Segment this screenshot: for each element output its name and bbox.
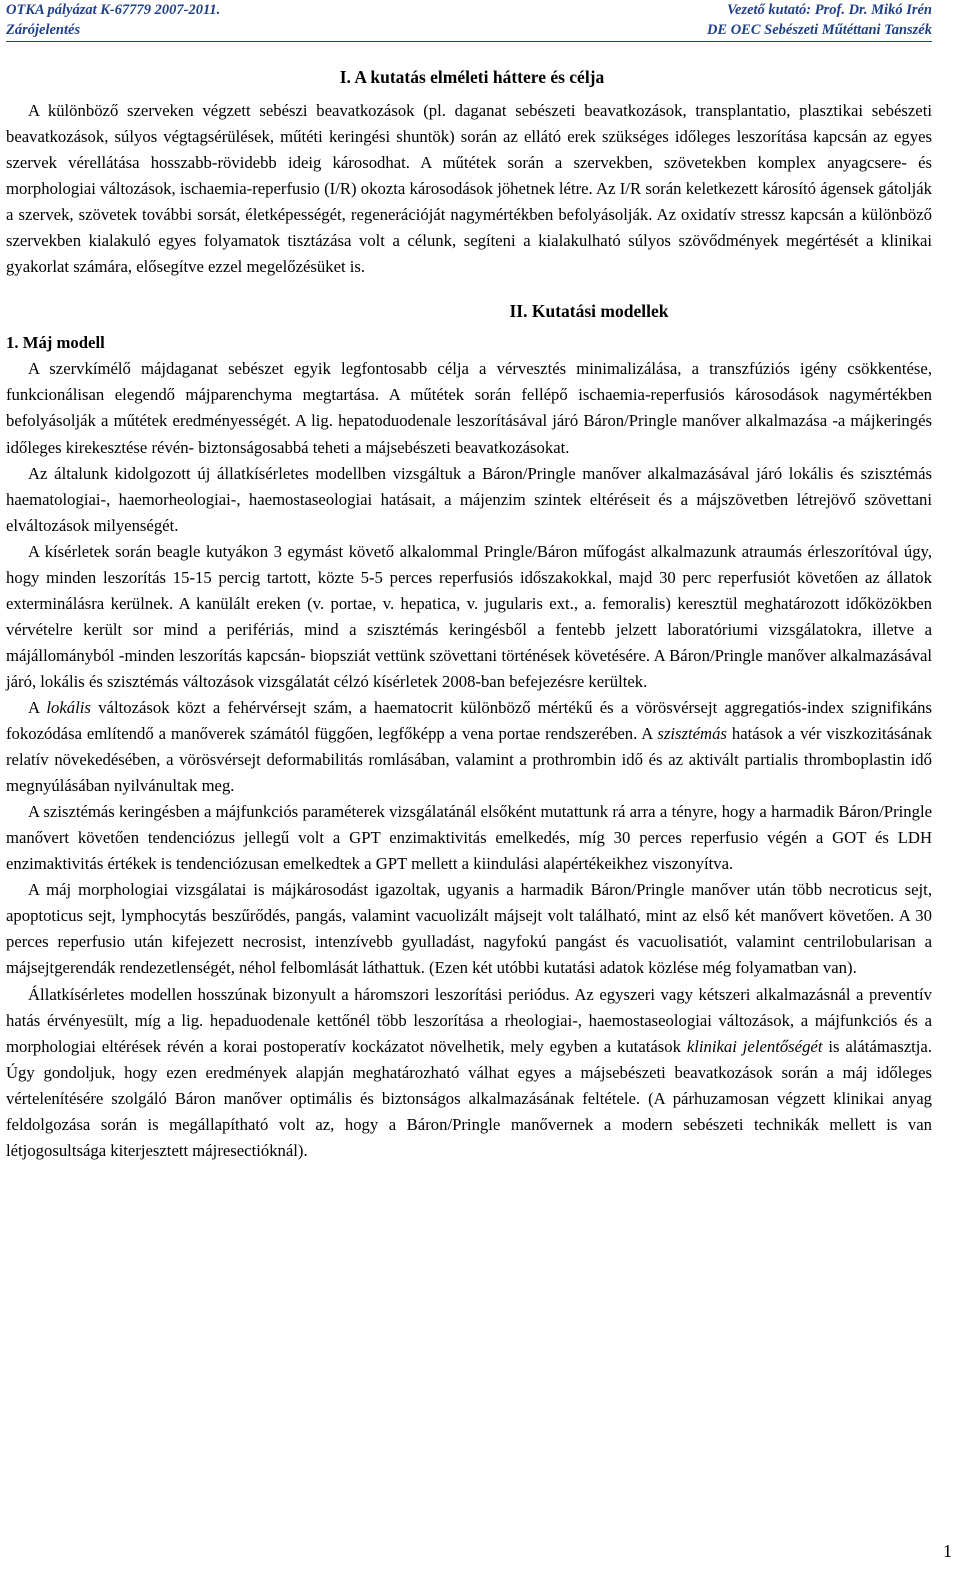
emphasis-systemic: szisztémás	[657, 724, 727, 744]
paragraph-local-systemic-changes: A lokális változások közt a fehérvérsejt szám, a haematocrit különböző mértékű és a vörösvérsejt aggregatiós-index szignifikáns fokozódása említendő a manőverek számától függően, legfőképp a vena portae rendszerében. A szisztémás hatások a vér viszkozitásának relatív növekedésében, a vörösvérsejt deformabilitás romlásában, valamint a prothrombin idő és az aktivált partialis thromboplastin idő megnyúlásában nyilvánultak meg.	[6, 697, 932, 796]
subsection-title-liver-model: 1. Máj modell	[6, 333, 105, 353]
section-title-background: I. A kutatás elméleti háttere és célja	[339, 67, 605, 87]
paragraph-background: A különböző szerveken végzett sebészi beavatkozások (pl. daganat sebészeti beavatkozások, transplantatio, plasztikai sebészeti beavatkozások, súlyos végtagsérülések, műtéti keringési shuntök) során az ellátó erek szükséges időleges leszorítása kapcsán az egyes szervek vérellátása hosszabb-rövidebb ideig károsodhat. A műtétek során a szervekben, szövetekben komplex anyagcsere- és morphologiai változások, ischaemia-reperfusio (I/R) okozta károsodások jöhetnek létre. Az I/R során keletkezett károsító ágensek gátolják a szervek, szövetek további sorsát, életképességét, regenerációját nagymértékben befolyásolják. Az oxidatív stressz kapcsán a különböző szervekben kialakuló egyes folyamatok tisztázása volt a célunk, segíteni a kialakulható súlyos szövődmények megértését a klinikai gyakorlat számára, elősegítve ezzel megelőzésüket is.	[6, 101, 932, 277]
header-department: DE OEC Sebészeti Műtéttani Tanszék	[706, 22, 932, 38]
header-left	[6, 0, 220, 40]
paragraph-animal-model: Az általunk kidolgozott új állatkísérletes modellben vizsgáltuk a Báron/Pringle manőver alkalmazásával járó lokális és szisztémás haematologiai-, haemorheologiai-, haemostaseologiai hatásait, a májenzim szintek eltéréseit és a májszövetben létrejövő szövettani elváltozások milyenségét.	[6, 463, 932, 535]
paragraph-liver-surgery: A szervkímélő májdaganat sebészet egyik legfontosabb célja a vérvesztés minimalizálása, a transzfúziós igény csökkentése, funkcionálisan elegendő májparenchyma megtartása. A műtétek során fellépő ischaemia-reperfusiós károsodások nagymértékben befolyásolják a műtétek eredményességét. A lig. hepatoduodenale leszorításával járó Báron/Pringle manőver alkalmazása -a májkeringés időleges kirekesztése révén- biztonságosabbá teheti a májsebészeti beavatkozásokat.	[6, 359, 932, 457]
page-number: 1	[943, 1541, 952, 1561]
paragraph-experiments: A kísérletek során beagle kutyákon 3 egymást követő alkalommal Pringle/Báron műfogást alkalmazunk atraumás érleszorítóval úgy, hogy minden leszorítás 15-15 percig tartott, közte 5-5 perces reperfusiós időszakokkal, majd 30 perc reperfusiót követően az állatok exterminálásra kerülnek. A kanülált ereken (v. portae, v. hepatica, v. jugularis ext., a. femoralis) keresztül meghatározott időközökben vérvételre került sor mind a perifériás, mind a szisztémás keringésből a fentebb jelzett laboratóriumi vizsgálatokra, illetve a májállományból -minden leszorítás kapcsán- biopsziát vettünk szövettani történések követésére. A Báron/Pringle manőver alkalmazásával járó, lokális és szisztémás változások vizsgálatát célzó kísérletek 2008-ban befejezésre kerültek.	[6, 541, 932, 691]
document-body	[6, 62, 932, 1164]
header-report-type: Zárójelentés	[6, 22, 81, 38]
emphasis-local: lokális	[46, 697, 91, 717]
header-grant: OTKA pályázat K-67779 2007-2011.	[6, 2, 221, 18]
header-lead-researcher: Vezető kutató: Prof. Dr. Mikó Irén	[726, 2, 932, 18]
emphasis-clinical-significance: klinikai jelentőségét	[686, 1036, 823, 1056]
header-right	[707, 0, 932, 40]
paragraph-liver-function: A szisztémás keringésben a májfunkciós paraméterek vizsgálatánál elsőként mutattunk rá arra a tényre, hogy a harmadik Báron/Pringle manővert követően tendenciózus jellegű volt a GPT enzimaktivitás emelkedés, míg 30 perces reperfusio végén a GOT és LDH enzimaktivitás értékek is tendenciózusan emelkedtek a GPT mellett a kiindulási alapértékeikhez viszonyítva.	[6, 802, 932, 874]
header-divider	[6, 41, 932, 42]
paragraph-morphology: A máj morphologiai vizsgálatai is májkárosodást igazoltak, ugyanis a harmadik Báron/Pringle manőver után több necroticus sejt, apoptoticus sejt, lymphocytás beszűrődés, pangás, valamint vacuolizált májsejt volt található, mint az első két manővert követően. A 30 perces reperfusio után kifejezett necrosist, intenzívebb gyulladást, nagyfokú pangást és vacuolisatiót, valamint centrilobularisan a májsejtgerendák rendezetlenségét, néhol felbomlását láthattuk. (Ezen két utóbbi kutatási adatok közlése még folyamatban van).	[6, 880, 932, 978]
paragraph-conclusion: Állatkísérletes modellen hosszúnak bizonyult a háromszori leszorítási periódus. Az egyszeri vagy kétszeri alkalmazásnál a preventív hatás érvényesült, míg a lig. hepaduodenale kettőnél több leszorítása a rheologiai-, haemostaseologiai változások, a májfunkciós és a morphologiai eltérések révén a korai postoperatív kockázatot növelhetik, mely egyben a kutatások klinikai jelentőségét is alátámasztja. Úgy gondoljuk, hogy ezen eredmények alapján meghatározható válhat egyes a májsebészeti beavatkozások során a máj időleges vértelenítésére szolgáló Báron manőver optimális és biztonságos alkalmazásának feltétele. (A párhuzamosan végzett klinikai anyag feldolgozása során is megállapítható volt az, hogy a Báron/Pringle manővernek a modern sebészeti technikák mellett is van létjogosultsága kiterjesztett májresectióknál).	[6, 984, 932, 1160]
section-title-models: II. Kutatási modellek	[509, 301, 669, 322]
